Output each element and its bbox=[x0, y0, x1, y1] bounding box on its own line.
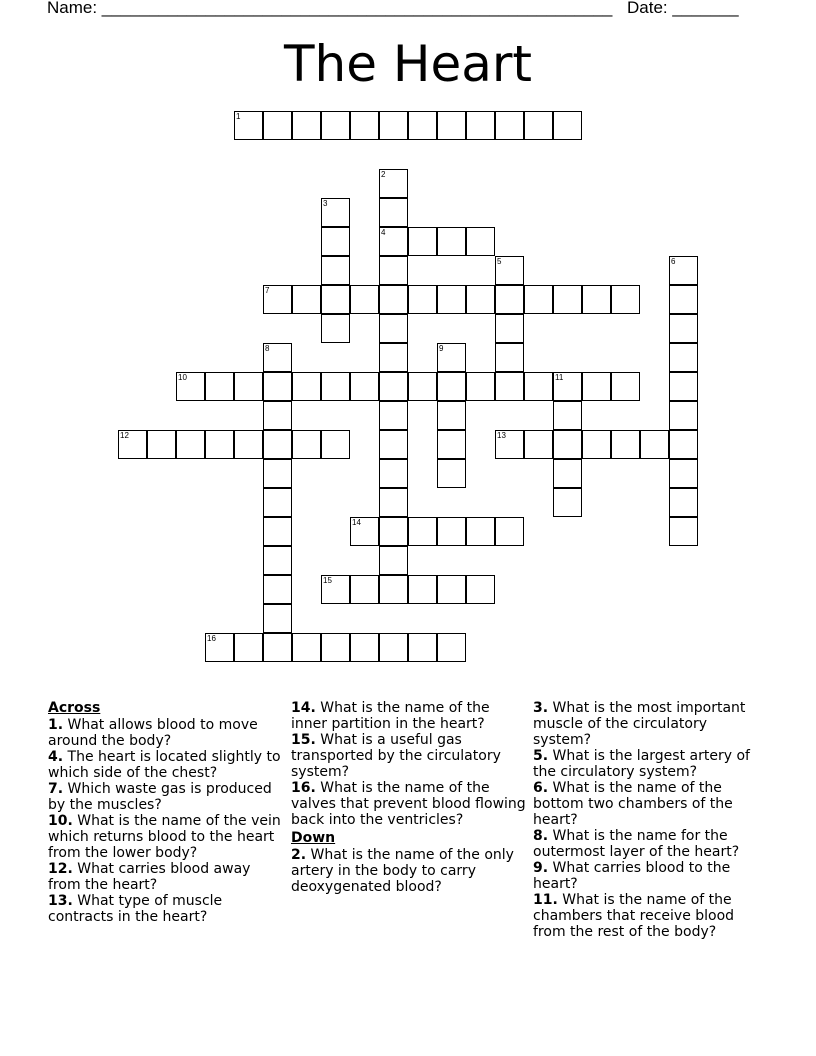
grid-cell[interactable] bbox=[408, 111, 437, 140]
clue-text: What is the most important muscle of the circulatory system? bbox=[533, 700, 746, 748]
grid-cell[interactable] bbox=[263, 517, 292, 546]
cell-number: 7 bbox=[265, 286, 270, 295]
grid-cell[interactable] bbox=[350, 372, 379, 401]
grid-cell[interactable] bbox=[379, 227, 408, 256]
grid-cell[interactable] bbox=[321, 256, 350, 285]
clue-text: What is the name of the only artery in the body to carry deoxygenated blood? bbox=[291, 847, 514, 895]
clue-number: 11. bbox=[533, 892, 558, 908]
grid-cell[interactable] bbox=[437, 343, 466, 372]
grid-cell[interactable] bbox=[669, 372, 698, 401]
grid-cell[interactable] bbox=[263, 488, 292, 517]
clue-text: Which waste gas is produced by the muscles? bbox=[48, 781, 272, 813]
grid-cell[interactable] bbox=[524, 111, 553, 140]
grid-cell[interactable] bbox=[437, 401, 466, 430]
down-heading: Down bbox=[291, 830, 336, 846]
grid-cell[interactable] bbox=[350, 633, 379, 662]
grid-cell[interactable] bbox=[379, 169, 408, 198]
across-clue-15 bbox=[291, 732, 527, 780]
clue-number: 7. bbox=[48, 781, 64, 797]
cell-number: 13 bbox=[497, 431, 506, 440]
grid-cell[interactable] bbox=[466, 575, 495, 604]
grid-cell[interactable] bbox=[437, 285, 466, 314]
clue-number: 2. bbox=[291, 847, 307, 863]
grid-cell[interactable] bbox=[292, 372, 321, 401]
clues-column-1 bbox=[48, 700, 284, 925]
grid-cell[interactable] bbox=[611, 430, 640, 459]
grid-cell[interactable] bbox=[553, 111, 582, 140]
grid-cell[interactable] bbox=[437, 633, 466, 662]
date-field[interactable]: Date: _______ bbox=[627, 0, 739, 17]
across-clue-7 bbox=[48, 781, 284, 813]
grid-cell[interactable] bbox=[611, 372, 640, 401]
grid-cell[interactable] bbox=[553, 488, 582, 517]
grid-cell[interactable] bbox=[495, 343, 524, 372]
grid-cell[interactable] bbox=[379, 343, 408, 372]
clue-text: The heart is located slightly to which side of the chest? bbox=[48, 749, 281, 781]
grid-cell[interactable] bbox=[350, 517, 379, 546]
clue-text: What is the name of the valves that prevent blood flowing back into the ventricles? bbox=[291, 780, 526, 828]
grid-cell[interactable] bbox=[147, 430, 176, 459]
clue-text: What carries blood away from the heart? bbox=[48, 861, 251, 893]
grid-cell[interactable] bbox=[408, 517, 437, 546]
cell-number: 15 bbox=[323, 576, 332, 585]
across-clue-1 bbox=[48, 717, 284, 749]
grid-cell[interactable] bbox=[263, 430, 292, 459]
across-clue-16 bbox=[291, 780, 527, 828]
name-field[interactable]: Name: ______________________________________________________ bbox=[47, 0, 613, 17]
clue-number: 4. bbox=[48, 749, 64, 765]
clue-number: 10. bbox=[48, 813, 73, 829]
grid-cell[interactable] bbox=[437, 459, 466, 488]
grid-cell[interactable] bbox=[437, 430, 466, 459]
grid-cell[interactable] bbox=[408, 372, 437, 401]
grid-cell[interactable] bbox=[321, 633, 350, 662]
clue-text: What is the name of the inner partition in the heart? bbox=[291, 700, 490, 732]
grid-cell[interactable] bbox=[379, 256, 408, 285]
grid-cell[interactable] bbox=[408, 575, 437, 604]
cell-number: 9 bbox=[439, 344, 444, 353]
grid-cell[interactable] bbox=[379, 372, 408, 401]
grid-cell[interactable] bbox=[321, 285, 350, 314]
grid-cell[interactable] bbox=[466, 111, 495, 140]
grid-cell[interactable] bbox=[379, 401, 408, 430]
grid-cell[interactable] bbox=[669, 517, 698, 546]
grid-cell[interactable] bbox=[263, 111, 292, 140]
grid-cell[interactable] bbox=[495, 372, 524, 401]
grid-cell[interactable] bbox=[437, 575, 466, 604]
grid-cell[interactable] bbox=[321, 314, 350, 343]
grid-cell[interactable] bbox=[553, 401, 582, 430]
grid-cell[interactable] bbox=[205, 430, 234, 459]
cell-number: 8 bbox=[265, 344, 270, 353]
clue-number: 1. bbox=[48, 717, 64, 733]
across-heading: Across bbox=[48, 700, 101, 716]
cell-number: 1 bbox=[236, 112, 241, 121]
grid-cell[interactable] bbox=[553, 372, 582, 401]
grid-cell[interactable] bbox=[379, 546, 408, 575]
grid-cell[interactable] bbox=[292, 285, 321, 314]
grid-cell[interactable] bbox=[379, 430, 408, 459]
grid-cell[interactable] bbox=[582, 372, 611, 401]
grid-cell[interactable] bbox=[350, 575, 379, 604]
grid-cell[interactable] bbox=[466, 285, 495, 314]
grid-cell[interactable] bbox=[437, 111, 466, 140]
cell-number: 2 bbox=[381, 170, 386, 179]
cell-number: 3 bbox=[323, 199, 328, 208]
grid-cell[interactable] bbox=[205, 372, 234, 401]
grid-cell[interactable] bbox=[669, 488, 698, 517]
grid-cell[interactable] bbox=[437, 227, 466, 256]
grid-cell[interactable] bbox=[524, 430, 553, 459]
clue-number: 13. bbox=[48, 893, 73, 909]
grid-cell[interactable] bbox=[234, 372, 263, 401]
grid-cell[interactable] bbox=[379, 198, 408, 227]
clues-column-3 bbox=[533, 700, 769, 940]
grid-cell[interactable] bbox=[466, 372, 495, 401]
grid-cell[interactable] bbox=[553, 430, 582, 459]
clue-text: What is the name of the vein which returns blood to the heart from the lower body? bbox=[48, 813, 281, 861]
grid-cell[interactable] bbox=[176, 372, 205, 401]
grid-cell[interactable] bbox=[669, 285, 698, 314]
grid-cell[interactable] bbox=[263, 633, 292, 662]
grid-cell[interactable] bbox=[495, 517, 524, 546]
grid-cell[interactable] bbox=[466, 227, 495, 256]
grid-cell[interactable] bbox=[263, 372, 292, 401]
clue-text: What carries blood to the heart? bbox=[533, 860, 731, 892]
grid-cell[interactable] bbox=[321, 372, 350, 401]
cell-number: 16 bbox=[207, 634, 216, 643]
grid-cell[interactable] bbox=[321, 575, 350, 604]
grid-cell[interactable] bbox=[495, 430, 524, 459]
grid-cell[interactable] bbox=[582, 430, 611, 459]
clue-number: 15. bbox=[291, 732, 316, 748]
grid-cell[interactable] bbox=[466, 517, 495, 546]
down-clue-9 bbox=[533, 860, 769, 892]
grid-cell[interactable] bbox=[263, 285, 292, 314]
grid-cell[interactable] bbox=[263, 604, 292, 633]
grid-cell[interactable] bbox=[669, 314, 698, 343]
clue-text: What is the name of the bottom two chambers of the heart? bbox=[533, 780, 733, 828]
clue-number: 3. bbox=[533, 700, 549, 716]
across-clue-12 bbox=[48, 861, 284, 893]
cell-number: 14 bbox=[352, 518, 361, 527]
grid-cell[interactable] bbox=[495, 285, 524, 314]
grid-cell[interactable] bbox=[669, 430, 698, 459]
grid-cell[interactable] bbox=[408, 633, 437, 662]
grid-cell[interactable] bbox=[321, 227, 350, 256]
grid-cell[interactable] bbox=[669, 343, 698, 372]
grid-cell[interactable] bbox=[176, 430, 205, 459]
across-clue-10 bbox=[48, 813, 284, 861]
clue-number: 6. bbox=[533, 780, 549, 796]
grid-cell[interactable] bbox=[524, 372, 553, 401]
grid-cell[interactable] bbox=[495, 111, 524, 140]
grid-cell[interactable] bbox=[408, 285, 437, 314]
grid-cell[interactable] bbox=[292, 633, 321, 662]
grid-cell[interactable] bbox=[669, 401, 698, 430]
grid-cell[interactable] bbox=[669, 459, 698, 488]
cell-number: 11 bbox=[555, 373, 564, 382]
clue-number: 8. bbox=[533, 828, 549, 844]
grid-cell[interactable] bbox=[553, 459, 582, 488]
cell-number: 12 bbox=[120, 431, 129, 440]
across-clue-14 bbox=[291, 700, 527, 732]
across-clue-13 bbox=[48, 893, 284, 925]
grid-cell[interactable] bbox=[292, 111, 321, 140]
cell-number: 6 bbox=[671, 257, 676, 266]
grid-cell[interactable] bbox=[582, 285, 611, 314]
clue-number: 14. bbox=[291, 700, 316, 716]
grid-cell[interactable] bbox=[437, 372, 466, 401]
grid-cell[interactable] bbox=[640, 430, 669, 459]
grid-cell[interactable] bbox=[234, 633, 263, 662]
grid-cell[interactable] bbox=[292, 430, 321, 459]
grid-cell[interactable] bbox=[495, 256, 524, 285]
grid-cell[interactable] bbox=[611, 285, 640, 314]
grid-cell[interactable] bbox=[321, 111, 350, 140]
grid-cell[interactable] bbox=[234, 111, 263, 140]
clue-text: What type of muscle contracts in the heart? bbox=[48, 893, 223, 925]
grid-cell[interactable] bbox=[118, 430, 147, 459]
grid-cell[interactable] bbox=[321, 198, 350, 227]
grid-cell[interactable] bbox=[350, 285, 379, 314]
grid-cell[interactable] bbox=[379, 285, 408, 314]
grid-cell[interactable] bbox=[379, 517, 408, 546]
clue-text: What is the largest artery of the circulatory system? bbox=[533, 748, 750, 780]
cell-number: 10 bbox=[178, 373, 187, 382]
grid-cell[interactable] bbox=[379, 314, 408, 343]
clue-text: What allows blood to move around the body? bbox=[48, 717, 258, 749]
grid-cell[interactable] bbox=[553, 285, 582, 314]
clue-number: 9. bbox=[533, 860, 549, 876]
down-clue-3 bbox=[533, 700, 769, 748]
grid-cell[interactable] bbox=[263, 343, 292, 372]
grid-cell[interactable] bbox=[350, 111, 379, 140]
cell-number: 5 bbox=[497, 257, 502, 266]
grid-cell[interactable] bbox=[379, 575, 408, 604]
down-clue-2 bbox=[291, 847, 527, 895]
grid-cell[interactable] bbox=[321, 430, 350, 459]
clue-number: 16. bbox=[291, 780, 316, 796]
down-clue-6 bbox=[533, 780, 769, 828]
grid-cell[interactable] bbox=[379, 459, 408, 488]
grid-cell[interactable] bbox=[263, 575, 292, 604]
grid-cell[interactable] bbox=[263, 546, 292, 575]
grid-cell[interactable] bbox=[205, 633, 234, 662]
clue-text: What is a useful gas transported by the circulatory system? bbox=[291, 732, 501, 780]
down-clue-8 bbox=[533, 828, 769, 860]
grid-cell[interactable] bbox=[408, 227, 437, 256]
grid-cell[interactable] bbox=[437, 517, 466, 546]
down-clue-11 bbox=[533, 892, 769, 940]
cell-number: 4 bbox=[381, 228, 386, 237]
clue-text: What is the name for the outermost layer of the heart? bbox=[533, 828, 740, 860]
grid-cell[interactable] bbox=[263, 401, 292, 430]
grid-cell[interactable] bbox=[234, 430, 263, 459]
clue-number: 12. bbox=[48, 861, 73, 877]
grid-cell[interactable] bbox=[669, 256, 698, 285]
clue-text: What is the name of the chambers that receive blood from the rest of the body? bbox=[533, 892, 735, 940]
grid-cell[interactable] bbox=[524, 285, 553, 314]
grid-cell[interactable] bbox=[379, 633, 408, 662]
grid-cell[interactable] bbox=[263, 459, 292, 488]
grid-cell[interactable] bbox=[495, 314, 524, 343]
grid-cell[interactable] bbox=[379, 111, 408, 140]
across-clue-4 bbox=[48, 749, 284, 781]
down-clue-5 bbox=[533, 748, 769, 780]
clue-number: 5. bbox=[533, 748, 549, 764]
grid-cell[interactable] bbox=[379, 488, 408, 517]
clues-column-2 bbox=[291, 700, 527, 895]
page-title: The Heart bbox=[283, 35, 533, 93]
